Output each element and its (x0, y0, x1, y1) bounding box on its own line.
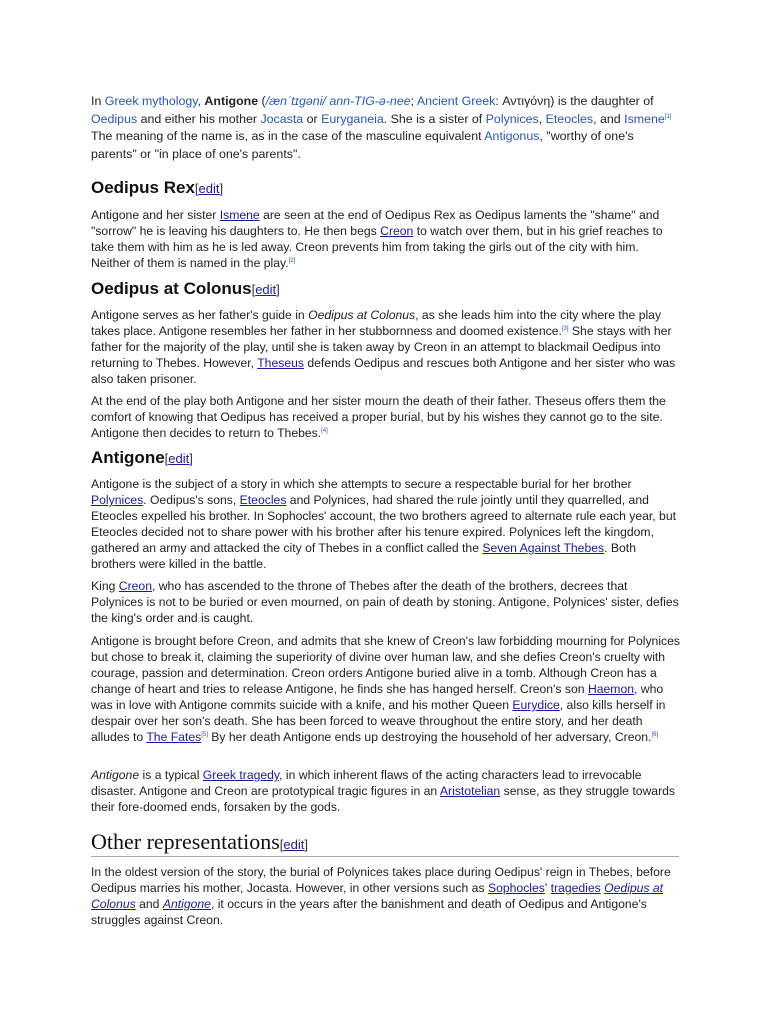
link-ancient-greek[interactable]: Ancient Greek (416, 94, 496, 108)
edit-link[interactable]: edit (255, 282, 277, 297)
link-ismene[interactable]: Ismene (624, 111, 665, 126)
text: ( (258, 94, 266, 108)
oedipus-rex-paragraph (91, 207, 681, 271)
text: ; (410, 94, 417, 108)
antigone-paragraph-3 (91, 633, 681, 745)
text: Antigone serves as her father's guide in (91, 308, 309, 322)
text: , as she leads him into the city where the play takes place. Antigone resembles her father in her stubbornness and doomed existence. (91, 308, 662, 338)
text: sense, as they struggle towards their fore-doomed ends, forsaken by the gods. (91, 784, 675, 814)
text: , who has ascended to the throne of Thebes after the death of the brothers, decrees that Polynices is not to be buried or even mourned, on pain of death by stoning. Antigone, Polynices' sister, defies the king's order and is caught. (91, 579, 679, 625)
text: and (135, 897, 163, 911)
edit-section: [edit] (251, 282, 280, 297)
heading-text: Oedipus Rex (91, 178, 195, 197)
text: to watch over them, but in his grief reaches to take them with him as he is led away. Creon prevents him from taking the girls out of the city with him. Neither of them is named in the play. (91, 224, 663, 270)
heading-text: Other representations (91, 829, 280, 854)
link-creon[interactable]: Creon (118, 579, 152, 593)
edit-link[interactable]: edit (283, 837, 305, 852)
other-representations-paragraph (91, 864, 681, 928)
text: ' (544, 881, 551, 895)
heading-antigone (91, 448, 681, 468)
text: is a typical (139, 768, 203, 782)
reference-6[interactable]: [6] (651, 731, 659, 738)
heading-oedipus-rex (91, 178, 681, 198)
colonus-paragraph-2 (91, 393, 681, 441)
text: and Polynices, had shared the rule jointly until they quarrelled, and Eteocles expelled his brother. In Sophocles' account, the two brothers agreed to alternate rule each year, but Eteocles decided not to share power with his brother after his tenure expired. Polynices left the kingdom, gathered an army and attacked the city of Thebes in a conflict called the (91, 493, 676, 555)
text: . She is a sister of (383, 111, 486, 126)
link-theseus[interactable]: Theseus (257, 356, 304, 370)
link-the-fates[interactable]: The Fates (146, 730, 202, 744)
text: Antigone is the subject of a story in which she attempts to secure a respectable burial for her brother (91, 477, 632, 491)
link-tragedies[interactable]: tragedies (550, 881, 601, 895)
link-aristotelian[interactable]: Aristotelian (439, 784, 501, 798)
text: are seen at the end of Oedipus Rex as Oedipus laments the "shame" and "sorrow" he is leaving his daughters to. He then begs (91, 208, 660, 238)
edit-section: [edit] (164, 451, 193, 466)
text: or (303, 111, 322, 126)
link-eteocles[interactable]: Eteocles (545, 111, 594, 126)
link-eurydice[interactable]: Eurydice (512, 698, 560, 712)
link-ismene[interactable]: Ismene (219, 208, 260, 222)
link-antigone-play[interactable]: Antigone (162, 897, 211, 911)
edit-link[interactable]: edit (198, 181, 220, 196)
intro-paragraph (91, 93, 681, 163)
colonus-paragraph-1 (91, 307, 681, 387)
text: King (91, 579, 119, 593)
text: , (538, 111, 546, 126)
antigone-paragraph-2 (91, 578, 681, 626)
text: At the end of the play both Antigone and her sister mourn the death of their father. Theseus offers them the comfort of knowing that Oedipus has received a proper burial, but by his wishes they cannot go to the site. Antigone then decides to return to Thebes. (91, 394, 666, 440)
reference-3[interactable]: [3] (561, 325, 569, 332)
link-eteocles[interactable]: Eteocles (239, 493, 287, 507)
text: The meaning of the name is, as in the case of the masculine equivalent (91, 129, 485, 143)
link-seven-against-thebes[interactable]: Seven Against Thebes (482, 541, 605, 555)
link-greek-tragedy[interactable]: Greek tragedy (202, 768, 280, 782)
reference-4[interactable]: [4] (321, 427, 328, 434)
link-polynices[interactable]: Polynices (91, 493, 144, 507)
text: defends Oedipus and rescues both Antigone and her sister who was also taken prisoner. (91, 356, 676, 386)
text: , in which inherent flaws of the acting characters lead to irrevocable disaster. Antigone and Creon are prototypical tragic figures in an (91, 768, 642, 798)
link-ipa[interactable]: /ænˈtɪɡəni/ (265, 94, 326, 108)
heading-other-representations (91, 829, 681, 855)
link-greek-mythology[interactable]: Greek mythology (104, 94, 198, 108)
article-subject: Antigone (204, 94, 259, 108)
link-euryganeia[interactable]: Euryganeia (321, 111, 384, 126)
heading-oedipus-at-colonus (91, 279, 681, 299)
text: and either his mother (137, 111, 261, 126)
heading-text: Oedipus at Colonus (91, 279, 252, 298)
text: . Oedipus's sons, (143, 493, 240, 507)
text: . Both brothers were killed in the battle. (91, 541, 636, 571)
text: In (91, 94, 105, 108)
text: By her death Antigone ends up destroying the household of her adversary, Creon. (207, 730, 652, 744)
link-polynices[interactable]: Polynices (485, 111, 539, 126)
text: She stays with her father for the majority of the play, until she is taken away by Creon in an attempt to blackmail Oedipus into returning to Thebes. However, (91, 324, 672, 370)
text: Antigone and her sister (91, 208, 220, 222)
work-title: Antigone (91, 768, 140, 782)
link-haemon[interactable]: Haemon (587, 682, 635, 696)
link-sophocles[interactable]: Sophocles (487, 881, 545, 895)
reference-1[interactable]: [1] (664, 113, 672, 120)
text: Antigone is brought before Creon, and admits that she knew of Creon's law forbidding mourning for Polynices but chose to break it, claiming the superiority of divine over human law, and she defies Creon's cruelty with courage, passion and determination. Creon orders Antigone buried alive in a tomb. Although Creon has a change of heart and tries to release Antigone, he finds she has hanged herself. Creon's son (91, 634, 681, 696)
link-oedipus[interactable]: Oedipus (91, 111, 138, 126)
link-antigonus[interactable]: Antigonus (484, 129, 540, 143)
text: , "worthy of one's parents" or "in place of one's parents". (91, 129, 634, 161)
work-title: Oedipus at Colonus (308, 308, 416, 322)
antigone-paragraph-4 (91, 767, 681, 815)
reference-2[interactable]: [2] (288, 257, 296, 264)
text: , (197, 94, 205, 108)
edit-section: [edit] (279, 837, 308, 852)
text: , it occurs in the years after the banishment and death of Oedipus and Antigone's struggles against Creon. (91, 897, 647, 927)
link-creon[interactable]: Creon (380, 224, 414, 238)
text: In the oldest version of the story, the burial of Polynices takes place during Oedipus' reign in Thebes, before Oedipus marries his mother, Jocasta. However, in other versions such as (91, 865, 671, 895)
antigone-paragraph-1 (91, 476, 681, 572)
edit-section: [edit] (194, 181, 224, 196)
link-pronunciation[interactable]: ann-TIG-ə-nee (329, 94, 411, 108)
heading-text: Antigone (91, 448, 165, 467)
link-jocasta[interactable]: Jocasta (260, 111, 304, 126)
text: , also kills herself in despair over her son's death. She has been forced to weave throughout the entire story, and her death alludes to (91, 698, 666, 744)
text: , who was in love with Antigone commits suicide with a knife, and his mother Queen (91, 682, 664, 712)
link-oedipus-at-colonus[interactable]: Oedipus at Colonus (91, 881, 664, 911)
text: : Αντιγόνη) is the daughter of (495, 94, 654, 108)
heading-divider (91, 856, 679, 857)
edit-link[interactable]: edit (168, 451, 190, 466)
reference-5[interactable]: [5] (201, 731, 208, 738)
text: , and (593, 111, 625, 126)
